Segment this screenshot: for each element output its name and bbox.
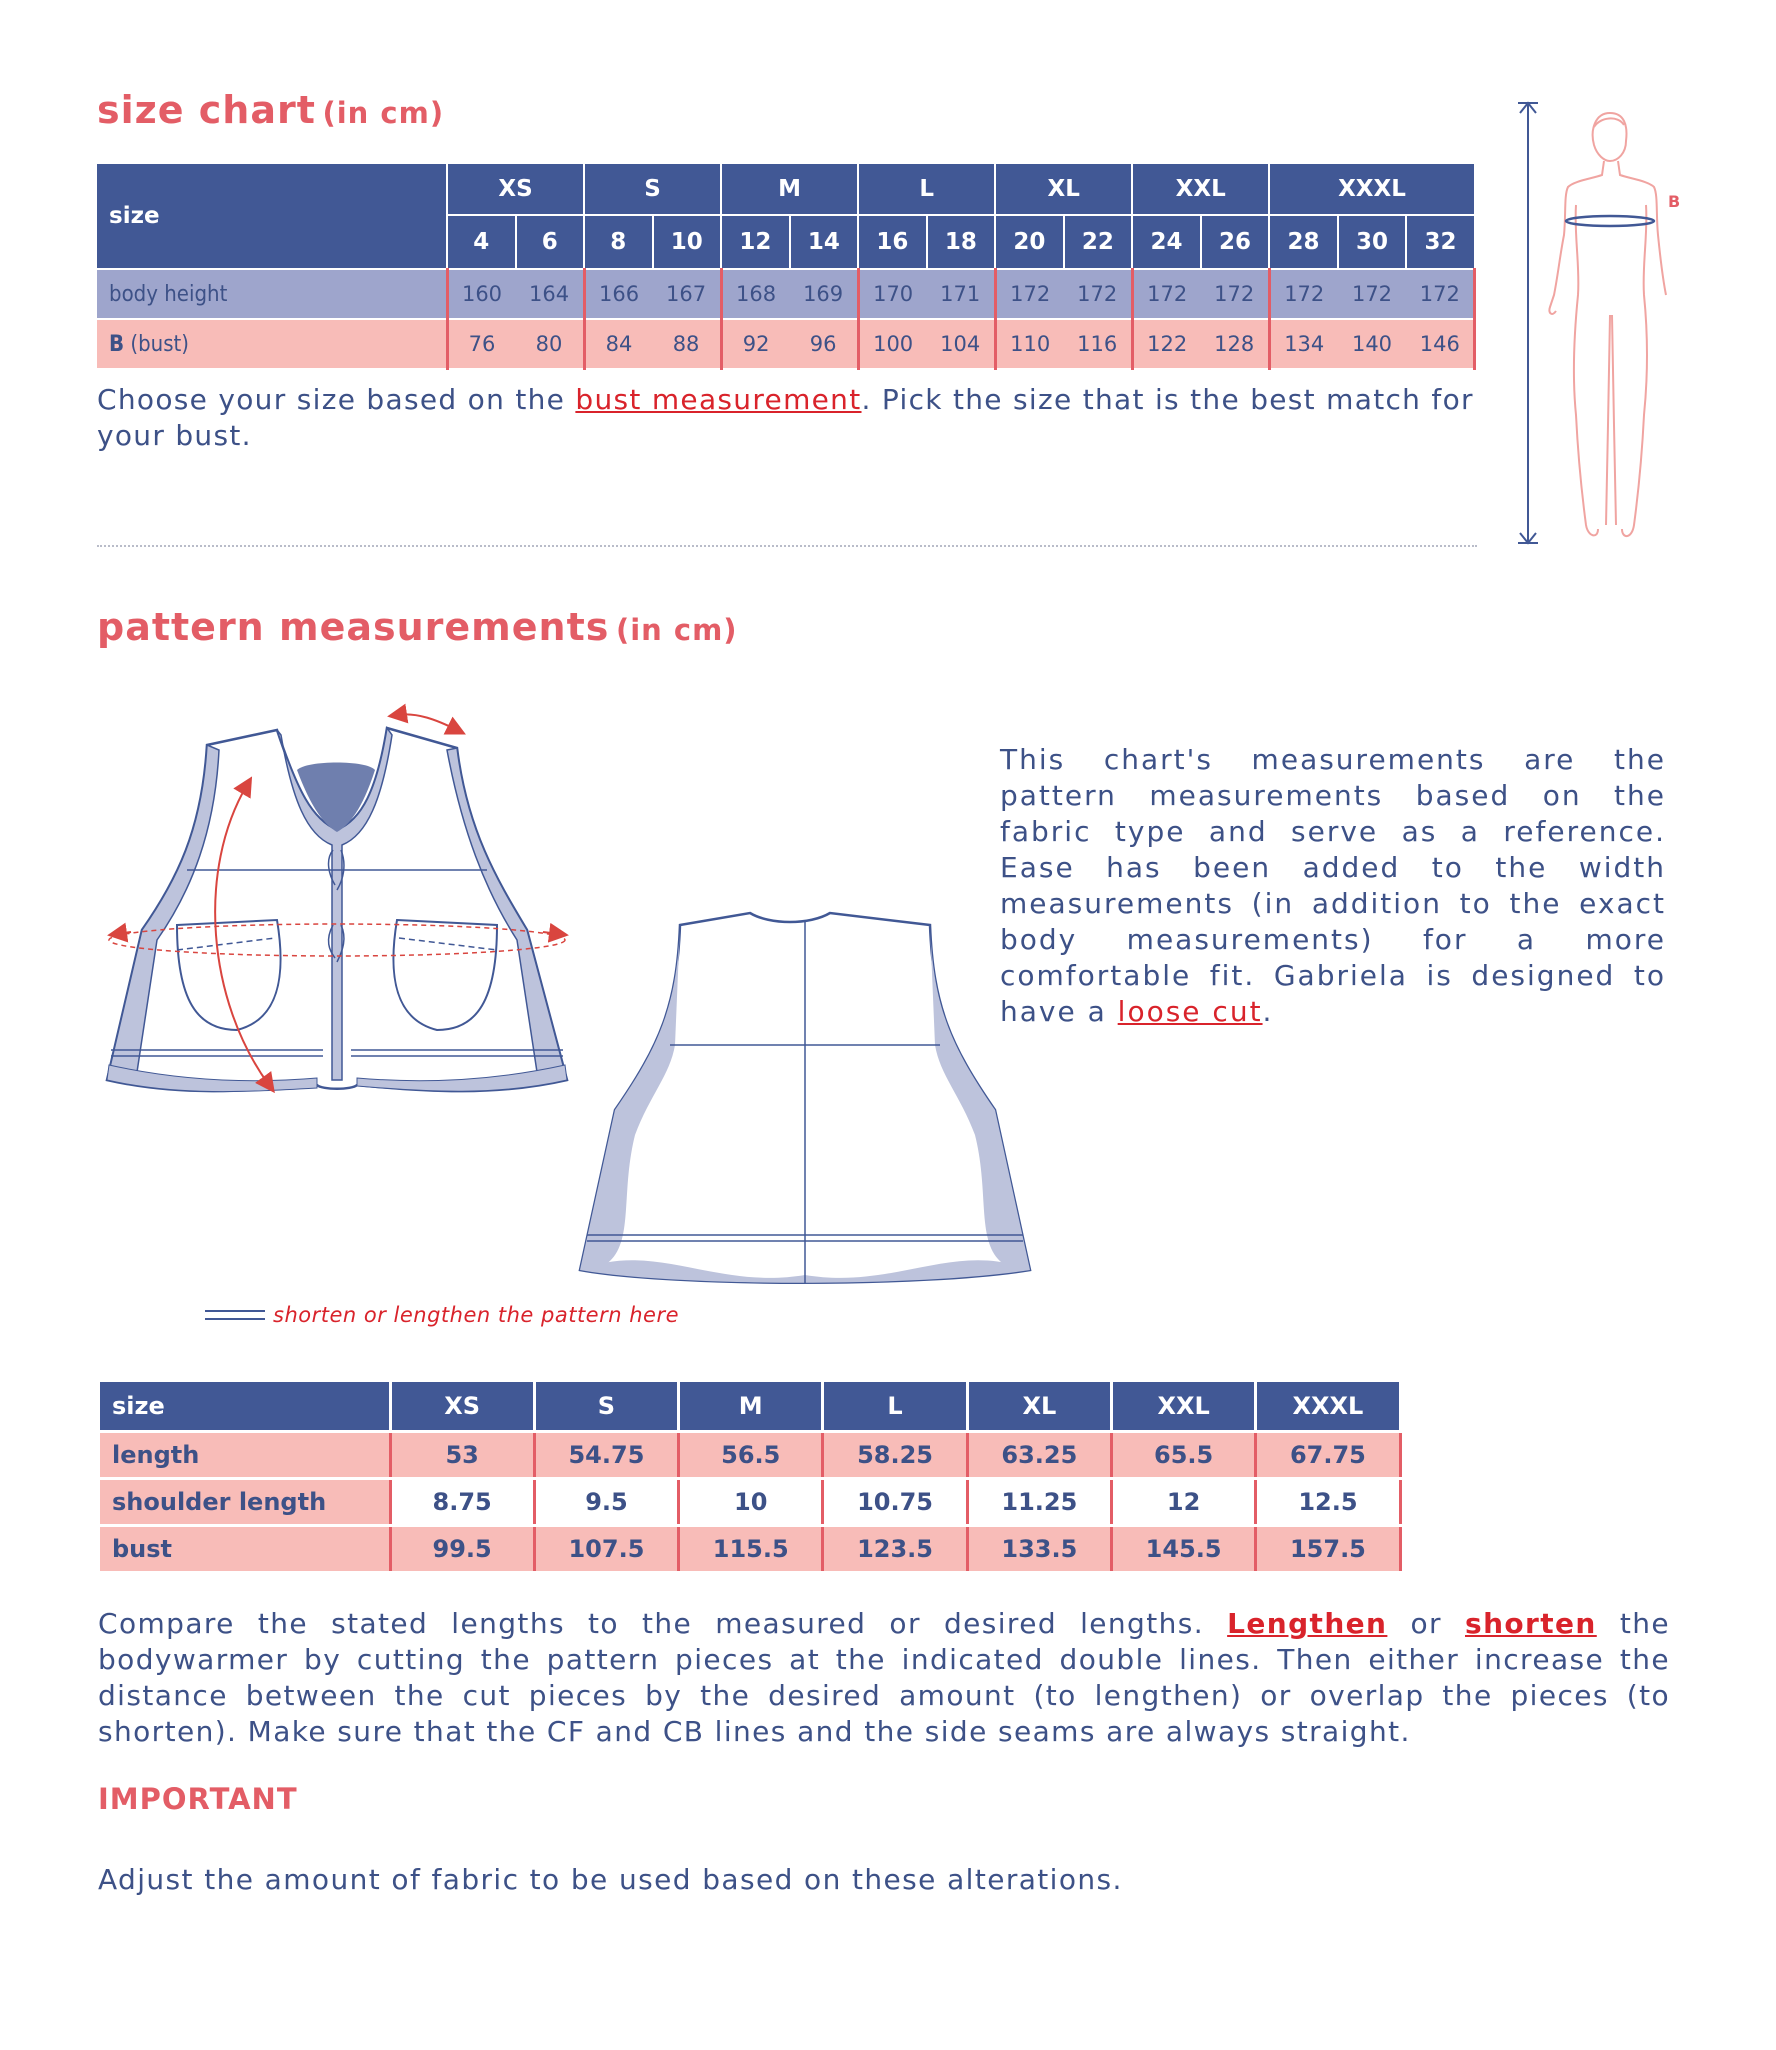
pattern-header-row: [100, 1382, 1400, 1432]
size-number: 32: [1406, 215, 1475, 269]
size-chart-note-text-end: . Pick the size that is the best match for your bust.: [97, 383, 1474, 452]
body-height-row-value: 171: [927, 269, 996, 319]
size-chart-note: [97, 382, 1517, 454]
body-height-row-value: 172: [1338, 269, 1407, 319]
pattern-value: 11.25: [967, 1479, 1111, 1526]
pattern-value: 12.5: [1256, 1479, 1400, 1526]
size-group-xxl: XXL: [1132, 164, 1269, 215]
size-group-xl: XL: [995, 164, 1132, 215]
pattern-value: 8.75: [390, 1479, 534, 1526]
size-number: 30: [1338, 215, 1407, 269]
important-text: Adjust the amount of fabric to be used based on these alterations.: [98, 1863, 1123, 1896]
body-height-row-value: 169: [790, 269, 859, 319]
bust-row-value: 92: [721, 319, 790, 369]
pattern-value: 63.25: [967, 1432, 1111, 1479]
body-height-row-value: 172: [1064, 269, 1133, 319]
size-number: 18: [927, 215, 996, 269]
pattern-value: 67.75: [1256, 1432, 1400, 1479]
bust-measurement-link[interactable]: bust measurement: [575, 383, 862, 416]
pattern-size-xs: XS: [390, 1382, 534, 1432]
body-height-row: [97, 269, 1475, 319]
size-chart-note-text: Choose your size based on the: [97, 383, 576, 416]
bust-row: [97, 319, 1475, 369]
pattern-value: 58.25: [823, 1432, 967, 1479]
size-group-m: M: [721, 164, 858, 215]
bust-row-value: 100: [858, 319, 927, 369]
bust-row-value: 80: [516, 319, 585, 369]
body-height-row-label: [97, 269, 447, 319]
pattern-description: [1000, 742, 1666, 1030]
pattern-title-text: pattern measurements: [97, 605, 610, 649]
body-height-row-value: 172: [1406, 269, 1475, 319]
vest-front-illustration: [97, 700, 577, 1100]
bust-row-value: 104: [927, 319, 996, 369]
size-group-xxxl: XXXL: [1269, 164, 1475, 215]
body-height-row-value: 172: [995, 269, 1064, 319]
size-chart-unit: (in cm): [322, 96, 445, 130]
bust-row-value: 128: [1201, 319, 1270, 369]
double-line-icon: [205, 1310, 265, 1320]
pattern-size-m: M: [679, 1382, 823, 1432]
size-number: 14: [790, 215, 859, 269]
pattern-value: 10: [679, 1479, 823, 1526]
shorten-legend-text: shorten or lengthen the pattern here: [273, 1303, 679, 1327]
body-height-label-text: body height: [109, 281, 228, 307]
size-number: 10: [653, 215, 722, 269]
bust-row-value: 88: [653, 319, 722, 369]
shorten-legend: [205, 1303, 679, 1327]
bust-row-value: 134: [1269, 319, 1338, 369]
size-number: 20: [995, 215, 1064, 269]
size-number: 16: [858, 215, 927, 269]
size-number: 24: [1132, 215, 1201, 269]
pattern-size-xl: XL: [967, 1382, 1111, 1432]
section-divider: [97, 545, 1477, 547]
body-height-row-value: 170: [858, 269, 927, 319]
body-height-row-value: 166: [584, 269, 653, 319]
bust-row-value: 96: [790, 319, 859, 369]
pattern-value: 123.5: [823, 1526, 967, 1573]
size-chart-title: [97, 88, 444, 132]
bust-row-value: 76: [447, 319, 516, 369]
bust-row-value: 116: [1064, 319, 1133, 369]
bust-marker-b: B: [1668, 192, 1680, 211]
pattern-size-xxxl: XXXL: [1256, 1382, 1400, 1432]
bust-row-value: 84: [584, 319, 653, 369]
size-number: 26: [1201, 215, 1270, 269]
size-number: 28: [1269, 215, 1338, 269]
bust-row-value: 140: [1338, 319, 1407, 369]
size-group-xs: XS: [447, 164, 584, 215]
body-height-row-value: 167: [653, 269, 722, 319]
size-group-row: [97, 164, 1475, 215]
woman-figure-outline: [1549, 113, 1666, 536]
size-group-l: L: [858, 164, 995, 215]
pattern-size-s: S: [534, 1382, 678, 1432]
pattern-value: 9.5: [534, 1479, 678, 1526]
pattern-value: 56.5: [679, 1432, 823, 1479]
compare-text-1: Compare the stated lengths to the measured or desired lengths.: [98, 1607, 1228, 1640]
pattern-value: 99.5: [390, 1526, 534, 1573]
pattern-row: [100, 1479, 1400, 1526]
body-height-row-value: 164: [516, 269, 585, 319]
bust-row-label: [97, 319, 447, 369]
pattern-size-l: L: [823, 1382, 967, 1432]
size-chart-table: [97, 164, 1476, 370]
loose-cut-link[interactable]: loose cut: [1117, 995, 1263, 1028]
pattern-row: [100, 1526, 1400, 1573]
important-heading: IMPORTANT: [98, 1782, 298, 1816]
size-number: 4: [447, 215, 516, 269]
size-chart-title-text: size chart: [97, 88, 316, 132]
pattern-title-unit: (in cm): [615, 613, 738, 647]
body-height-row-value: 168: [721, 269, 790, 319]
size-group-s: S: [584, 164, 721, 215]
pattern-row: [100, 1432, 1400, 1479]
pattern-description-end: .: [1262, 995, 1274, 1028]
size-header-label: size: [97, 164, 447, 269]
bust-row-value: 146: [1406, 319, 1475, 369]
lengthen-link[interactable]: Lengthen: [1227, 1607, 1388, 1640]
bust-row-value: 110: [995, 319, 1064, 369]
pattern-value: 53: [390, 1432, 534, 1479]
bust-label-b: B: [109, 331, 125, 357]
pattern-value: 107.5: [534, 1526, 678, 1573]
pattern-value: 54.75: [534, 1432, 678, 1479]
bust-row-value: 122: [1132, 319, 1201, 369]
size-number: 22: [1064, 215, 1133, 269]
pattern-value: 10.75: [823, 1479, 967, 1526]
shorten-link[interactable]: shorten: [1465, 1607, 1597, 1640]
pattern-measurements-title: [97, 605, 738, 649]
body-height-row-value: 160: [447, 269, 516, 319]
compare-paragraph: [98, 1606, 1670, 1750]
height-arrow: [1518, 103, 1538, 543]
pattern-measurements-table: [100, 1382, 1402, 1574]
pattern-row-label: shoulder length: [100, 1479, 390, 1526]
pattern-value: 145.5: [1111, 1526, 1255, 1573]
pattern-value: 65.5: [1111, 1432, 1255, 1479]
body-figure: [1500, 95, 1680, 555]
body-height-row-value: 172: [1201, 269, 1270, 319]
vest-back-illustration: [575, 905, 1035, 1285]
bust-label-rest: (bust): [130, 331, 190, 357]
pattern-value: 115.5: [679, 1526, 823, 1573]
compare-text-3: the bodywarmer by cutting the pattern pieces at the indicated double lines. Then either increase the distance between the cut pieces by the desired amount (to lengthen) or overlap the pieces (to shorten). Make sure that the CF and CB lines and the side seams are always straight.: [98, 1607, 1670, 1748]
pattern-value: 12: [1111, 1479, 1255, 1526]
pattern-size-label: size: [100, 1382, 390, 1432]
pattern-row-label: length: [100, 1432, 390, 1479]
compare-text-2: or: [1387, 1607, 1465, 1640]
pattern-value: 133.5: [967, 1526, 1111, 1573]
bust-line: [1566, 216, 1654, 226]
size-number: 6: [516, 215, 585, 269]
body-height-row-value: 172: [1132, 269, 1201, 319]
pattern-value: 157.5: [1256, 1526, 1400, 1573]
pattern-size-xxl: XXL: [1111, 1382, 1255, 1432]
pattern-description-text: This chart's measurements are the pattern measurements based on the fabric type and serve as a reference. Ease has been added to the width measurements (in addition to the exact body measurements) for a more comfortable fit. Gabriela is designed to have a: [1000, 743, 1666, 1028]
body-height-row-value: 172: [1269, 269, 1338, 319]
pattern-row-label: bust: [100, 1526, 390, 1573]
size-number: 8: [584, 215, 653, 269]
size-number: 12: [721, 215, 790, 269]
